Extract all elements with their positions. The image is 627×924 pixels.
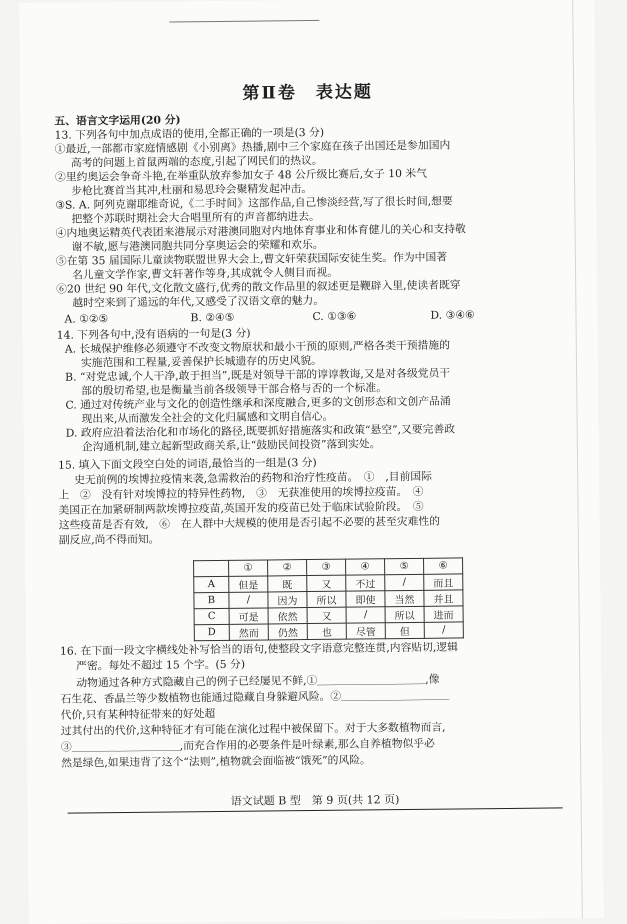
q13-option-b: B. ②④⑤ [190,310,235,325]
q15-line: 副反应,尚不得而知。 [58,532,160,547]
section-title: 五、语言文字运用(20 分) [54,113,181,128]
q13-line: ③S. A. 阿列克谢耶维奇说,《二手时间》这部作品,自己惨淡经营,写了很长时间,想要 [55,194,453,212]
q14-line: C. 通过对传统产业与文化的创造性继承和深度融合,更多的文创形态和文创产品涌 [65,394,451,412]
table-cell: / [424,622,463,638]
table-cell: ① [229,560,268,576]
q16-stem: 16. 在下面一段文字横线处补写恰当的语句,使整段文字语意完整连贯,内容贴切,逻辑 [59,640,459,658]
table-cell: 尽管 [346,623,385,639]
q13-line: ⑤在第 35 届国际儿童读物联盟世界大会上,曹文轩荣获国际安徒生奖。作为中国著 [55,250,448,268]
q15-line: 史无前例的埃博拉疫情来袭,急需救治的药物和治疗性疫苗。 ① ,目前国际 [74,469,433,487]
q16-line: 严密。每处不超过 15 个字。(5 分) [76,657,246,673]
table-cell: 也 [307,623,346,639]
q13-line: ⑥20 世纪 90 年代,文化散文盛行,优秀的散文作品里的叙述更是鞭辟入里,使读者既穿 [56,278,461,296]
table-cell: 依然 [268,608,307,624]
q14-line: 实施范围和工程量,妥善保护长城遗存的历史风貌。 [80,353,322,370]
table-cell: 仍然 [268,624,307,640]
q15-line: 美国正在加紧研制两款埃博拉疫苗,英国开发的疫苗已处于临床试验阶段。 ⑤ [58,499,424,517]
table-cell: 进而 [424,606,463,622]
q13-option-c: C. ①③⑥ [312,309,357,323]
table-cell: 可是 [229,608,268,624]
table-cell: 即使 [346,591,385,607]
q16-line: 然是绿色,如果违背了这个“法则”,植物就会面临被“饿死”的风险。 [61,753,371,770]
q13-line: ②里约奥运会争奇斗艳,在举重队放弃参加女子 48 公斤级比赛后,女子 10 米气 [54,166,428,184]
table-cell: 但是 [229,576,268,592]
table-row [194,622,463,641]
table-cell: / [346,607,385,623]
exam-page [19,0,604,924]
table-cell: ④ [346,559,385,575]
q15-line: 上 ② 没有针对埃博拉的特异性药物, ③ 无获准使用的埃博拉疫苗。 ④ [58,484,424,502]
table-cell: 然而 [229,624,268,640]
table-cell: 不过 [346,575,385,591]
q14-line: 部的殷切希望,也是衡量当前各级领导干部合格与否的一个标准。 [81,381,388,398]
q16-line: ③＿＿＿＿＿＿＿＿＿＿,而充合作用的必要条件是叶绿素,那么自养植物似乎必 [60,736,436,754]
table-cell: ② [268,560,307,576]
q13-line: 高考的问题上首鼠两端的态度,引起了网民们的热议。 [70,153,323,170]
q13-line: 把整个苏联时期社会大合唱里所有的声音都纳进去。 [71,209,320,226]
q14-stem: 14. 下列各句中,没有语病的一句是(3 分) [56,326,251,342]
q15-line: 这些疫苗是否有效, ⑥ 在人群中大规模的使用是否引起不必要的甚至灾难性的 [58,514,441,532]
table-cell: A [194,576,229,592]
table-cell: ⑤ [385,558,424,574]
table-cell: 并且 [424,590,463,606]
table-cell: D [194,624,229,640]
table-cell: B [194,592,229,608]
fold-line [572,0,583,918]
q13-line: 名儿童文学作家,曹文轩著作等身,其成就令人侧目而视。 [71,265,339,282]
table-cell: ③ [307,559,346,575]
q14-line: A. 长城保护维修必须遵守不改变文物原状和最小干预的原则,严格各类干预措施的 [64,338,451,356]
table-cell: 既 [268,576,307,592]
table-cell: 而且 [424,574,463,590]
table-cell: 当然 [385,590,424,606]
table-cell: 又 [307,575,346,591]
q15-answer-table [193,557,464,641]
table-cell: 又 [307,607,346,623]
q16-line: 动物通过各种方式隐藏自己的例子已经屡见不鲜,①＿＿＿＿＿＿＿＿＿＿,像 [76,672,440,690]
q14-line: 企沟通机制,建立起新型政商关系,让“鼓励民间投资”落到实处。 [81,437,381,454]
q13-line: ①最近,一部都市家庭情感剧《小别离》热播,剧中三个家庭在孩子出国还是参加国内 [54,138,451,156]
q14-line: 现出来,从而激发全社会的文化归属感和文明自信心。 [81,409,334,426]
page-title: 第Ⅱ卷 表达题 [242,82,373,104]
table-cell: / [385,574,424,590]
table-cell: 所以 [307,591,346,607]
table-cell: 因为 [268,592,307,608]
page-footer: 语文试题 B 型 第 9 页(共 12 页) [230,793,400,808]
q13-line: 步枪比赛首当其冲,杜丽和易思玲会聚精发起冲击。 [71,181,313,198]
table-cell [194,560,229,576]
table-cell: 但 [385,622,424,638]
q13-line: 越时空来到了遥远的年代,又感受了汉语文章的魅力。 [72,293,325,310]
q13-option-d: D. ③④⑥ [430,308,475,322]
table-cell: / [229,592,268,608]
q16-line: 过其付出的代价,这种特征才有可能在演化过程中被保留下。对于大多数植物而言, [60,720,446,738]
q13-line: 谢不敏,愿与港澳同胞共同分享奥运会的荣耀和欢乐。 [71,237,324,254]
table-cell: 所以 [385,606,424,622]
q16-line: 代价,只有某种特征带来的好处超 [60,707,216,722]
q13-option-a: A. ①②⑤ [64,312,109,326]
q13-stem: 13. 下列各句中加点成语的使用,全都正确的一项是(3 分) [54,125,325,142]
q16-line: 石生花、香晶兰等少数植物也能通过隐藏自身躲避风险。②＿＿＿＿＿＿＿＿＿＿ [60,688,450,706]
q13-line: ④内地奥运精英代表团来港展示对港澳同胞对内地体育事业和体育健儿的关心和支持敬 [55,222,466,240]
q15-stem: 15. 填入下面文段空白处的词语,最恰当的一组是(3 分) [57,455,317,472]
q14-line: D. 政府应沿着法治化和市场化的路径,既要抓好措施落实和政策“悬空”,又要完善政 [65,422,456,440]
q14-line: B. “对党忠诚,个人干净,敢于担当”,既是对领导干部的谆谆教诲,又是对各级党员干 [65,366,451,384]
top-rule [169,20,319,23]
table-cell: ⑥ [424,558,463,574]
table-cell: C [194,608,229,624]
